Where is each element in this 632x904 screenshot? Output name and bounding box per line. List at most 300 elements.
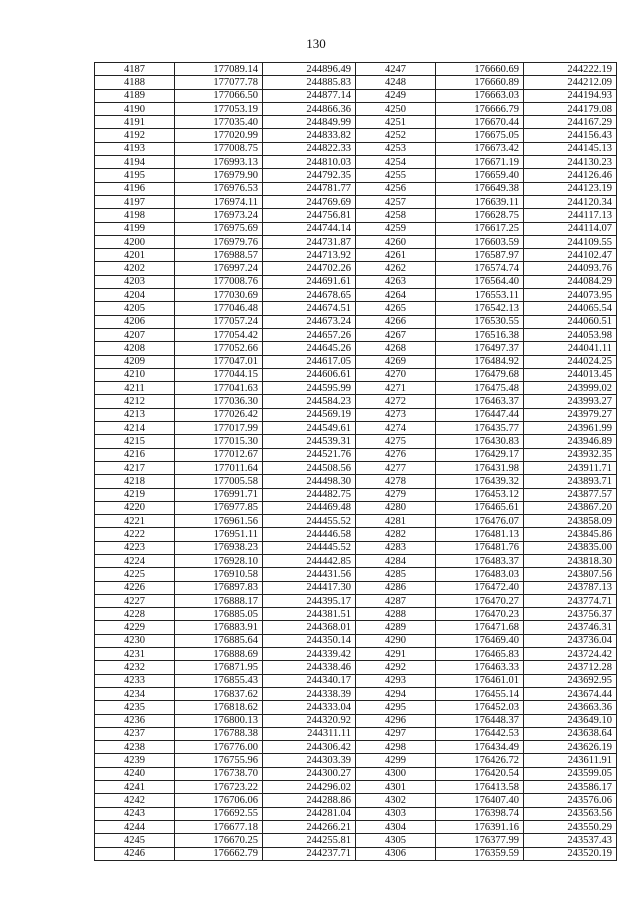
point-number-cell: 4191 xyxy=(95,116,175,129)
point-number-cell: 4207 xyxy=(95,328,175,341)
x-coordinate-cell: 176475.48 xyxy=(436,382,524,395)
y-coordinate-cell: 244117.13 xyxy=(524,209,617,222)
table-row xyxy=(95,634,617,647)
table-row xyxy=(95,794,617,807)
y-coordinate-cell: 243626.19 xyxy=(524,741,617,754)
point-number-cell: 4288 xyxy=(356,608,436,621)
x-coordinate-cell: 177008.75 xyxy=(175,142,263,155)
table-row xyxy=(95,195,617,208)
table-row xyxy=(95,408,617,421)
x-coordinate-cell: 176888.17 xyxy=(175,594,263,607)
point-number-cell: 4227 xyxy=(95,594,175,607)
y-coordinate-cell: 244156.43 xyxy=(524,129,617,142)
y-coordinate-cell: 244288.86 xyxy=(263,794,356,807)
x-coordinate-cell: 176649.38 xyxy=(436,182,524,195)
table-row xyxy=(95,741,617,754)
table-row xyxy=(95,554,617,567)
y-coordinate-cell: 244756.81 xyxy=(263,209,356,222)
y-coordinate-cell: 244333.04 xyxy=(263,701,356,714)
point-number-cell: 4223 xyxy=(95,541,175,554)
x-coordinate-cell: 176479.68 xyxy=(436,368,524,381)
point-number-cell: 4220 xyxy=(95,501,175,514)
x-coordinate-cell: 176662.79 xyxy=(175,847,263,860)
point-number-cell: 4239 xyxy=(95,754,175,767)
table-row xyxy=(95,461,617,474)
table-row xyxy=(95,820,617,833)
x-coordinate-cell: 176435.77 xyxy=(436,422,524,435)
y-coordinate-cell: 244024.25 xyxy=(524,355,617,368)
x-coordinate-cell: 176660.89 xyxy=(436,76,524,89)
table-row xyxy=(95,275,617,288)
point-number-cell: 4287 xyxy=(356,594,436,607)
point-number-cell: 4257 xyxy=(356,195,436,208)
x-coordinate-cell: 176910.58 xyxy=(175,568,263,581)
point-number-cell: 4303 xyxy=(356,807,436,820)
point-number-cell: 4234 xyxy=(95,687,175,700)
table-row xyxy=(95,182,617,195)
y-coordinate-cell: 244445.52 xyxy=(263,541,356,554)
table-row xyxy=(95,235,617,248)
table-row xyxy=(95,342,617,355)
x-coordinate-cell: 177057.24 xyxy=(175,315,263,328)
x-coordinate-cell: 177030.69 xyxy=(175,289,263,302)
x-coordinate-cell: 176617.25 xyxy=(436,222,524,235)
x-coordinate-cell: 176670.44 xyxy=(436,116,524,129)
y-coordinate-cell: 244781.77 xyxy=(263,182,356,195)
table-row xyxy=(95,754,617,767)
point-number-cell: 4275 xyxy=(356,435,436,448)
x-coordinate-cell: 176455.14 xyxy=(436,687,524,700)
point-number-cell: 4248 xyxy=(356,76,436,89)
point-number-cell: 4255 xyxy=(356,169,436,182)
point-number-cell: 4285 xyxy=(356,568,436,581)
x-coordinate-cell: 176553.11 xyxy=(436,289,524,302)
y-coordinate-cell: 243712.28 xyxy=(524,661,617,674)
x-coordinate-cell: 176951.11 xyxy=(175,528,263,541)
table-row xyxy=(95,807,617,820)
point-number-cell: 4214 xyxy=(95,422,175,435)
y-coordinate-cell: 244584.23 xyxy=(263,395,356,408)
point-number-cell: 4190 xyxy=(95,102,175,115)
point-number-cell: 4272 xyxy=(356,395,436,408)
y-coordinate-cell: 244657.26 xyxy=(263,328,356,341)
x-coordinate-cell: 176530.55 xyxy=(436,315,524,328)
x-coordinate-cell: 176961.56 xyxy=(175,515,263,528)
point-number-cell: 4260 xyxy=(356,235,436,248)
x-coordinate-cell: 176587.97 xyxy=(436,249,524,262)
y-coordinate-cell: 243576.06 xyxy=(524,794,617,807)
x-coordinate-cell: 177020.99 xyxy=(175,129,263,142)
point-number-cell: 4251 xyxy=(356,116,436,129)
y-coordinate-cell: 244102.47 xyxy=(524,249,617,262)
x-coordinate-cell: 177066.50 xyxy=(175,89,263,102)
y-coordinate-cell: 244222.19 xyxy=(524,63,617,76)
table-row xyxy=(95,515,617,528)
table-row xyxy=(95,674,617,687)
y-coordinate-cell: 243858.09 xyxy=(524,515,617,528)
y-coordinate-cell: 243674.44 xyxy=(524,687,617,700)
x-coordinate-cell: 176574.74 xyxy=(436,262,524,275)
y-coordinate-cell: 244065.54 xyxy=(524,302,617,315)
table-row xyxy=(95,89,617,102)
x-coordinate-cell: 176975.69 xyxy=(175,222,263,235)
y-coordinate-cell: 244145.13 xyxy=(524,142,617,155)
point-number-cell: 4279 xyxy=(356,488,436,501)
point-number-cell: 4278 xyxy=(356,475,436,488)
point-number-cell: 4208 xyxy=(95,342,175,355)
x-coordinate-cell: 176442.53 xyxy=(436,727,524,740)
point-number-cell: 4299 xyxy=(356,754,436,767)
table-row xyxy=(95,142,617,155)
point-number-cell: 4202 xyxy=(95,262,175,275)
point-number-cell: 4218 xyxy=(95,475,175,488)
x-coordinate-cell: 176663.03 xyxy=(436,89,524,102)
point-number-cell: 4270 xyxy=(356,368,436,381)
table-row xyxy=(95,528,617,541)
x-coordinate-cell: 176677.18 xyxy=(175,820,263,833)
y-coordinate-cell: 244702.26 xyxy=(263,262,356,275)
table-row xyxy=(95,315,617,328)
y-coordinate-cell: 244674.51 xyxy=(263,302,356,315)
table-row xyxy=(95,116,617,129)
y-coordinate-cell: 244431.56 xyxy=(263,568,356,581)
point-number-cell: 4269 xyxy=(356,355,436,368)
x-coordinate-cell: 176788.38 xyxy=(175,727,263,740)
y-coordinate-cell: 244446.58 xyxy=(263,528,356,541)
table-row xyxy=(95,475,617,488)
y-coordinate-cell: 244109.55 xyxy=(524,235,617,248)
y-coordinate-cell: 244114.07 xyxy=(524,222,617,235)
point-number-cell: 4274 xyxy=(356,422,436,435)
point-number-cell: 4187 xyxy=(95,63,175,76)
x-coordinate-cell: 176471.68 xyxy=(436,621,524,634)
point-number-cell: 4256 xyxy=(356,182,436,195)
y-coordinate-cell: 243807.56 xyxy=(524,568,617,581)
point-number-cell: 4217 xyxy=(95,461,175,474)
y-coordinate-cell: 243999.02 xyxy=(524,382,617,395)
point-number-cell: 4259 xyxy=(356,222,436,235)
table-row xyxy=(95,382,617,395)
point-number-cell: 4305 xyxy=(356,834,436,847)
point-number-cell: 4203 xyxy=(95,275,175,288)
y-coordinate-cell: 243877.57 xyxy=(524,488,617,501)
point-number-cell: 4263 xyxy=(356,275,436,288)
y-coordinate-cell: 244013.45 xyxy=(524,368,617,381)
point-number-cell: 4262 xyxy=(356,262,436,275)
point-number-cell: 4250 xyxy=(356,102,436,115)
point-number-cell: 4297 xyxy=(356,727,436,740)
y-coordinate-cell: 243663.36 xyxy=(524,701,617,714)
y-coordinate-cell: 244126.46 xyxy=(524,169,617,182)
y-coordinate-cell: 243537.43 xyxy=(524,834,617,847)
table-row xyxy=(95,714,617,727)
table-row xyxy=(95,435,617,448)
y-coordinate-cell: 244539.31 xyxy=(263,435,356,448)
table-row xyxy=(95,129,617,142)
table-row xyxy=(95,448,617,461)
x-coordinate-cell: 176979.76 xyxy=(175,235,263,248)
x-coordinate-cell: 176465.83 xyxy=(436,648,524,661)
y-coordinate-cell: 244167.29 xyxy=(524,116,617,129)
x-coordinate-cell: 176738.70 xyxy=(175,767,263,780)
x-coordinate-cell: 176413.58 xyxy=(436,781,524,794)
x-coordinate-cell: 177035.40 xyxy=(175,116,263,129)
point-number-cell: 4222 xyxy=(95,528,175,541)
table-row xyxy=(95,727,617,740)
x-coordinate-cell: 176855.43 xyxy=(175,674,263,687)
x-coordinate-cell: 176377.99 xyxy=(436,834,524,847)
x-coordinate-cell: 176800.13 xyxy=(175,714,263,727)
table-row xyxy=(95,541,617,554)
table-row xyxy=(95,249,617,262)
x-coordinate-cell: 176706.06 xyxy=(175,794,263,807)
y-coordinate-cell: 244877.14 xyxy=(263,89,356,102)
table-row xyxy=(95,648,617,661)
x-coordinate-cell: 176938.23 xyxy=(175,541,263,554)
point-number-cell: 4193 xyxy=(95,142,175,155)
x-coordinate-cell: 177052.66 xyxy=(175,342,263,355)
x-coordinate-cell: 176481.76 xyxy=(436,541,524,554)
y-coordinate-cell: 244179.08 xyxy=(524,102,617,115)
x-coordinate-cell: 176818.62 xyxy=(175,701,263,714)
point-number-cell: 4204 xyxy=(95,289,175,302)
y-coordinate-cell: 243979.27 xyxy=(524,408,617,421)
y-coordinate-cell: 244338.39 xyxy=(263,687,356,700)
y-coordinate-cell: 243867.20 xyxy=(524,501,617,514)
point-number-cell: 4195 xyxy=(95,169,175,182)
y-coordinate-cell: 244469.48 xyxy=(263,501,356,514)
y-coordinate-cell: 244569.19 xyxy=(263,408,356,421)
y-coordinate-cell: 244266.21 xyxy=(263,820,356,833)
x-coordinate-cell: 176671.19 xyxy=(436,156,524,169)
x-coordinate-cell: 176430.83 xyxy=(436,435,524,448)
y-coordinate-cell: 244194.93 xyxy=(524,89,617,102)
y-coordinate-cell: 244455.52 xyxy=(263,515,356,528)
point-number-cell: 4236 xyxy=(95,714,175,727)
table-row xyxy=(95,156,617,169)
y-coordinate-cell: 244508.56 xyxy=(263,461,356,474)
table-row xyxy=(95,594,617,607)
y-coordinate-cell: 244691.61 xyxy=(263,275,356,288)
point-number-cell: 4289 xyxy=(356,621,436,634)
point-number-cell: 4206 xyxy=(95,315,175,328)
x-coordinate-cell: 176431.98 xyxy=(436,461,524,474)
table-row xyxy=(95,262,617,275)
y-coordinate-cell: 244673.24 xyxy=(263,315,356,328)
y-coordinate-cell: 244498.30 xyxy=(263,475,356,488)
y-coordinate-cell: 244120.34 xyxy=(524,195,617,208)
point-number-cell: 4241 xyxy=(95,781,175,794)
x-coordinate-cell: 176897.83 xyxy=(175,581,263,594)
x-coordinate-cell: 176483.37 xyxy=(436,554,524,567)
point-number-cell: 4216 xyxy=(95,448,175,461)
table-row xyxy=(95,368,617,381)
x-coordinate-cell: 176628.75 xyxy=(436,209,524,222)
point-number-cell: 4295 xyxy=(356,701,436,714)
x-coordinate-cell: 176398.74 xyxy=(436,807,524,820)
point-number-cell: 4261 xyxy=(356,249,436,262)
x-coordinate-cell: 176516.38 xyxy=(436,328,524,341)
x-coordinate-cell: 177047.01 xyxy=(175,355,263,368)
x-coordinate-cell: 176452.03 xyxy=(436,701,524,714)
x-coordinate-cell: 177036.30 xyxy=(175,395,263,408)
x-coordinate-cell: 176871.95 xyxy=(175,661,263,674)
y-coordinate-cell: 243724.42 xyxy=(524,648,617,661)
y-coordinate-cell: 244731.87 xyxy=(263,235,356,248)
y-coordinate-cell: 243520.19 xyxy=(524,847,617,860)
y-coordinate-cell: 244482.75 xyxy=(263,488,356,501)
x-coordinate-cell: 176465.61 xyxy=(436,501,524,514)
y-coordinate-cell: 244306.42 xyxy=(263,741,356,754)
point-number-cell: 4233 xyxy=(95,674,175,687)
x-coordinate-cell: 176888.69 xyxy=(175,648,263,661)
x-coordinate-cell: 176469.40 xyxy=(436,634,524,647)
y-coordinate-cell: 244678.65 xyxy=(263,289,356,302)
point-number-cell: 4265 xyxy=(356,302,436,315)
x-coordinate-cell: 176426.72 xyxy=(436,754,524,767)
x-coordinate-cell: 176484.92 xyxy=(436,355,524,368)
point-number-cell: 4224 xyxy=(95,554,175,567)
table-row xyxy=(95,581,617,594)
x-coordinate-cell: 177015.30 xyxy=(175,435,263,448)
y-coordinate-cell: 243550.29 xyxy=(524,820,617,833)
table-row xyxy=(95,781,617,794)
x-coordinate-cell: 176976.53 xyxy=(175,182,263,195)
x-coordinate-cell: 176470.23 xyxy=(436,608,524,621)
y-coordinate-cell: 244130.23 xyxy=(524,156,617,169)
y-coordinate-cell: 244296.02 xyxy=(263,781,356,794)
x-coordinate-cell: 176481.13 xyxy=(436,528,524,541)
y-coordinate-cell: 244769.69 xyxy=(263,195,356,208)
x-coordinate-cell: 176692.55 xyxy=(175,807,263,820)
x-coordinate-cell: 176837.62 xyxy=(175,687,263,700)
y-coordinate-cell: 244338.46 xyxy=(263,661,356,674)
y-coordinate-cell: 244849.99 xyxy=(263,116,356,129)
point-number-cell: 4209 xyxy=(95,355,175,368)
point-number-cell: 4198 xyxy=(95,209,175,222)
point-number-cell: 4284 xyxy=(356,554,436,567)
point-number-cell: 4240 xyxy=(95,767,175,780)
x-coordinate-cell: 176776.00 xyxy=(175,741,263,754)
point-number-cell: 4194 xyxy=(95,156,175,169)
table-row xyxy=(95,621,617,634)
x-coordinate-cell: 176670.25 xyxy=(175,834,263,847)
point-number-cell: 4298 xyxy=(356,741,436,754)
y-coordinate-cell: 243787.13 xyxy=(524,581,617,594)
x-coordinate-cell: 177046.48 xyxy=(175,302,263,315)
y-coordinate-cell: 243893.71 xyxy=(524,475,617,488)
point-number-cell: 4286 xyxy=(356,581,436,594)
y-coordinate-cell: 243774.71 xyxy=(524,594,617,607)
y-coordinate-cell: 244212.09 xyxy=(524,76,617,89)
point-number-cell: 4219 xyxy=(95,488,175,501)
coordinates-table xyxy=(94,62,617,861)
point-number-cell: 4201 xyxy=(95,249,175,262)
table-row xyxy=(95,302,617,315)
x-coordinate-cell: 176675.05 xyxy=(436,129,524,142)
x-coordinate-cell: 176673.42 xyxy=(436,142,524,155)
page-number: 130 xyxy=(306,36,326,51)
point-number-cell: 4300 xyxy=(356,767,436,780)
point-number-cell: 4226 xyxy=(95,581,175,594)
y-coordinate-cell: 244744.14 xyxy=(263,222,356,235)
y-coordinate-cell: 243818.30 xyxy=(524,554,617,567)
y-coordinate-cell: 243611.91 xyxy=(524,754,617,767)
point-number-cell: 4290 xyxy=(356,634,436,647)
point-number-cell: 4197 xyxy=(95,195,175,208)
y-coordinate-cell: 243599.05 xyxy=(524,767,617,780)
table-row xyxy=(95,834,617,847)
x-coordinate-cell: 176472.40 xyxy=(436,581,524,594)
x-coordinate-cell: 176448.37 xyxy=(436,714,524,727)
x-coordinate-cell: 176497.37 xyxy=(436,342,524,355)
y-coordinate-cell: 244395.17 xyxy=(263,594,356,607)
point-number-cell: 4242 xyxy=(95,794,175,807)
x-coordinate-cell: 176660.69 xyxy=(436,63,524,76)
y-coordinate-cell: 243563.56 xyxy=(524,807,617,820)
x-coordinate-cell: 176542.13 xyxy=(436,302,524,315)
y-coordinate-cell: 243746.31 xyxy=(524,621,617,634)
table-row xyxy=(95,102,617,115)
point-number-cell: 4294 xyxy=(356,687,436,700)
x-coordinate-cell: 176391.16 xyxy=(436,820,524,833)
table-row xyxy=(95,488,617,501)
x-coordinate-cell: 176447.44 xyxy=(436,408,524,421)
point-number-cell: 4281 xyxy=(356,515,436,528)
y-coordinate-cell: 243756.37 xyxy=(524,608,617,621)
y-coordinate-cell: 244060.51 xyxy=(524,315,617,328)
table-row xyxy=(95,661,617,674)
y-coordinate-cell: 244255.81 xyxy=(263,834,356,847)
y-coordinate-cell: 244833.82 xyxy=(263,129,356,142)
x-coordinate-cell: 176928.10 xyxy=(175,554,263,567)
point-number-cell: 4306 xyxy=(356,847,436,860)
y-coordinate-cell: 244381.51 xyxy=(263,608,356,621)
x-coordinate-cell: 177017.99 xyxy=(175,422,263,435)
point-number-cell: 4254 xyxy=(356,156,436,169)
point-number-cell: 4282 xyxy=(356,528,436,541)
point-number-cell: 4246 xyxy=(95,847,175,860)
y-coordinate-cell: 244521.76 xyxy=(263,448,356,461)
y-coordinate-cell: 244073.95 xyxy=(524,289,617,302)
y-coordinate-cell: 244810.03 xyxy=(263,156,356,169)
x-coordinate-cell: 176439.32 xyxy=(436,475,524,488)
y-coordinate-cell: 244549.61 xyxy=(263,422,356,435)
x-coordinate-cell: 176639.11 xyxy=(436,195,524,208)
x-coordinate-cell: 176564.40 xyxy=(436,275,524,288)
point-number-cell: 4229 xyxy=(95,621,175,634)
point-number-cell: 4237 xyxy=(95,727,175,740)
x-coordinate-cell: 177044.15 xyxy=(175,368,263,381)
point-number-cell: 4221 xyxy=(95,515,175,528)
table-row xyxy=(95,169,617,182)
y-coordinate-cell: 244606.61 xyxy=(263,368,356,381)
point-number-cell: 4211 xyxy=(95,382,175,395)
x-coordinate-cell: 177011.64 xyxy=(175,461,263,474)
y-coordinate-cell: 244350.14 xyxy=(263,634,356,647)
y-coordinate-cell: 244320.92 xyxy=(263,714,356,727)
y-coordinate-cell: 244617.05 xyxy=(263,355,356,368)
x-coordinate-cell: 176453.12 xyxy=(436,488,524,501)
y-coordinate-cell: 243586.17 xyxy=(524,781,617,794)
point-number-cell: 4232 xyxy=(95,661,175,674)
y-coordinate-cell: 244281.04 xyxy=(263,807,356,820)
y-coordinate-cell: 244368.01 xyxy=(263,621,356,634)
y-coordinate-cell: 243736.04 xyxy=(524,634,617,647)
point-number-cell: 4252 xyxy=(356,129,436,142)
y-coordinate-cell: 244896.49 xyxy=(263,63,356,76)
x-coordinate-cell: 177089.14 xyxy=(175,63,263,76)
